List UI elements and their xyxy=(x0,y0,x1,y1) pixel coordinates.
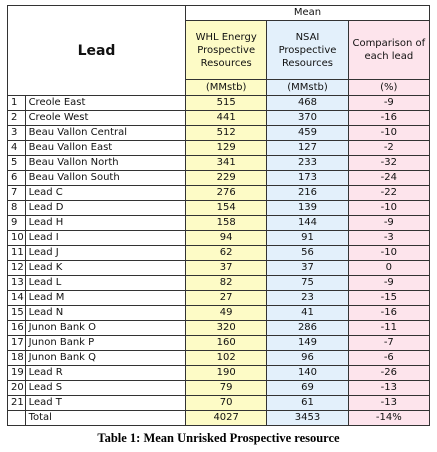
total-row xyxy=(8,411,430,426)
whl-value: 158 xyxy=(186,216,267,231)
row-number: 6 xyxy=(8,171,26,186)
nsai-value: 127 xyxy=(267,141,348,156)
row-number: 5 xyxy=(8,156,26,171)
resource-table xyxy=(7,5,430,426)
comparison-value: -10 xyxy=(348,246,429,261)
comparison-value: -22 xyxy=(348,186,429,201)
whl-value: 515 xyxy=(186,96,267,111)
whl-value: 37 xyxy=(186,261,267,276)
nsai-value: 96 xyxy=(267,351,348,366)
lead-name: Lead J xyxy=(25,246,185,261)
comparison-value: -9 xyxy=(348,216,429,231)
whl-column-header: WHL Energy Prospective Resources xyxy=(186,21,267,80)
whl-value: 341 xyxy=(186,156,267,171)
lead-name: Beau Vallon East xyxy=(25,141,185,156)
total-whl-value: 4027 xyxy=(186,411,267,426)
table-row xyxy=(8,366,430,381)
comparison-column-header: Comparison of each lead xyxy=(348,21,429,80)
lead-name: Lead M xyxy=(25,291,185,306)
lead-name: Beau Vallon South xyxy=(25,171,185,186)
comparison-value: -9 xyxy=(348,96,429,111)
lead-name: Junon Bank P xyxy=(25,336,185,351)
comparison-value: -6 xyxy=(348,351,429,366)
lead-name: Lead R xyxy=(25,366,185,381)
table-row xyxy=(8,321,430,336)
nsai-value: 140 xyxy=(267,366,348,381)
whl-value: 129 xyxy=(186,141,267,156)
row-number: 19 xyxy=(8,366,26,381)
table-body xyxy=(8,96,430,411)
whl-value: 79 xyxy=(186,381,267,396)
comparison-value: -11 xyxy=(348,321,429,336)
nsai-value: 69 xyxy=(267,381,348,396)
whl-value: 62 xyxy=(186,246,267,261)
row-number: 18 xyxy=(8,351,26,366)
nsai-value: 459 xyxy=(267,126,348,141)
nsai-value: 173 xyxy=(267,171,348,186)
row-number: 20 xyxy=(8,381,26,396)
row-number: 14 xyxy=(8,291,26,306)
nsai-value: 468 xyxy=(267,96,348,111)
nsai-value: 144 xyxy=(267,216,348,231)
lead-name: Lead C xyxy=(25,186,185,201)
total-number-cell xyxy=(8,411,26,426)
table-caption: Table 1: Mean Unrisked Prospective resource xyxy=(97,431,340,445)
comparison-value: -9 xyxy=(348,276,429,291)
whl-value: 320 xyxy=(186,321,267,336)
table-row xyxy=(8,276,430,291)
comparison-value: -32 xyxy=(348,156,429,171)
comparison-value: -13 xyxy=(348,396,429,411)
table-row xyxy=(8,186,430,201)
table-row xyxy=(8,216,430,231)
lead-name: Lead S xyxy=(25,381,185,396)
comparison-value: -15 xyxy=(348,291,429,306)
table-row xyxy=(8,396,430,411)
lead-name: Lead K xyxy=(25,261,185,276)
nsai-value: 23 xyxy=(267,291,348,306)
nsai-value: 75 xyxy=(267,276,348,291)
row-number: 1 xyxy=(8,96,26,111)
total-comparison-value: -14% xyxy=(348,411,429,426)
comparison-value: -2 xyxy=(348,141,429,156)
lead-name: Lead D xyxy=(25,201,185,216)
lead-name: Beau Vallon Central xyxy=(25,126,185,141)
mean-group-header: Mean xyxy=(186,6,430,21)
table-row xyxy=(8,291,430,306)
comparison-value: -10 xyxy=(348,201,429,216)
whl-value: 160 xyxy=(186,336,267,351)
row-number: 15 xyxy=(8,306,26,321)
whl-value: 441 xyxy=(186,111,267,126)
nsai-unit-label: (MMstb) xyxy=(267,80,348,96)
whl-value: 512 xyxy=(186,126,267,141)
comparison-value: -3 xyxy=(348,231,429,246)
comparison-unit-label: (%) xyxy=(348,80,429,96)
total-label: Total xyxy=(25,411,185,426)
whl-value: 190 xyxy=(186,366,267,381)
row-number: 10 xyxy=(8,231,26,246)
lead-name: Lead L xyxy=(25,276,185,291)
whl-value: 94 xyxy=(186,231,267,246)
table-row xyxy=(8,336,430,351)
lead-name: Creole East xyxy=(25,96,185,111)
whl-value: 49 xyxy=(186,306,267,321)
lead-name: Junon Bank Q xyxy=(25,351,185,366)
table-row xyxy=(8,141,430,156)
table-row xyxy=(8,171,430,186)
row-number: 16 xyxy=(8,321,26,336)
row-number: 13 xyxy=(8,276,26,291)
comparison-value: -16 xyxy=(348,306,429,321)
whl-value: 82 xyxy=(186,276,267,291)
nsai-value: 91 xyxy=(267,231,348,246)
comparison-value: -26 xyxy=(348,366,429,381)
table-row xyxy=(8,201,430,216)
comparison-value: -16 xyxy=(348,111,429,126)
table-row xyxy=(8,156,430,171)
whl-unit-label: (MMstb) xyxy=(186,80,267,96)
whl-value: 27 xyxy=(186,291,267,306)
table-row xyxy=(8,261,430,276)
lead-name: Beau Vallon North xyxy=(25,156,185,171)
lead-name: Lead T xyxy=(25,396,185,411)
nsai-column-header: NSAI Prospective Resources xyxy=(267,21,348,80)
nsai-value: 149 xyxy=(267,336,348,351)
table-row xyxy=(8,231,430,246)
row-number: 11 xyxy=(8,246,26,261)
comparison-value: -24 xyxy=(348,171,429,186)
nsai-value: 41 xyxy=(267,306,348,321)
row-number: 8 xyxy=(8,201,26,216)
whl-value: 102 xyxy=(186,351,267,366)
nsai-value: 139 xyxy=(267,201,348,216)
nsai-value: 37 xyxy=(267,261,348,276)
whl-value: 276 xyxy=(186,186,267,201)
table-row xyxy=(8,381,430,396)
table-row xyxy=(8,96,430,111)
row-number: 21 xyxy=(8,396,26,411)
row-number: 12 xyxy=(8,261,26,276)
table-row xyxy=(8,306,430,321)
nsai-value: 233 xyxy=(267,156,348,171)
lead-name: Lead H xyxy=(25,216,185,231)
whl-value: 229 xyxy=(186,171,267,186)
lead-name: Lead N xyxy=(25,306,185,321)
row-number: 2 xyxy=(8,111,26,126)
comparison-value: -13 xyxy=(348,381,429,396)
lead-name: Junon Bank O xyxy=(25,321,185,336)
row-number: 7 xyxy=(8,186,26,201)
whl-value: 154 xyxy=(186,201,267,216)
table-row xyxy=(8,111,430,126)
nsai-value: 61 xyxy=(267,396,348,411)
table-row xyxy=(8,246,430,261)
whl-value: 70 xyxy=(186,396,267,411)
lead-column-header: Lead xyxy=(8,6,186,96)
table-row xyxy=(8,351,430,366)
nsai-value: 370 xyxy=(267,111,348,126)
nsai-value: 56 xyxy=(267,246,348,261)
row-number: 9 xyxy=(8,216,26,231)
lead-name: Lead I xyxy=(25,231,185,246)
table-row xyxy=(8,126,430,141)
comparison-value: -7 xyxy=(348,336,429,351)
nsai-value: 216 xyxy=(267,186,348,201)
comparison-value: -10 xyxy=(348,126,429,141)
resource-table-container xyxy=(7,5,430,426)
nsai-value: 286 xyxy=(267,321,348,336)
lead-name: Creole West xyxy=(25,111,185,126)
row-number: 17 xyxy=(8,336,26,351)
total-nsai-value: 3453 xyxy=(267,411,348,426)
comparison-value: 0 xyxy=(348,261,429,276)
row-number: 4 xyxy=(8,141,26,156)
row-number: 3 xyxy=(8,126,26,141)
